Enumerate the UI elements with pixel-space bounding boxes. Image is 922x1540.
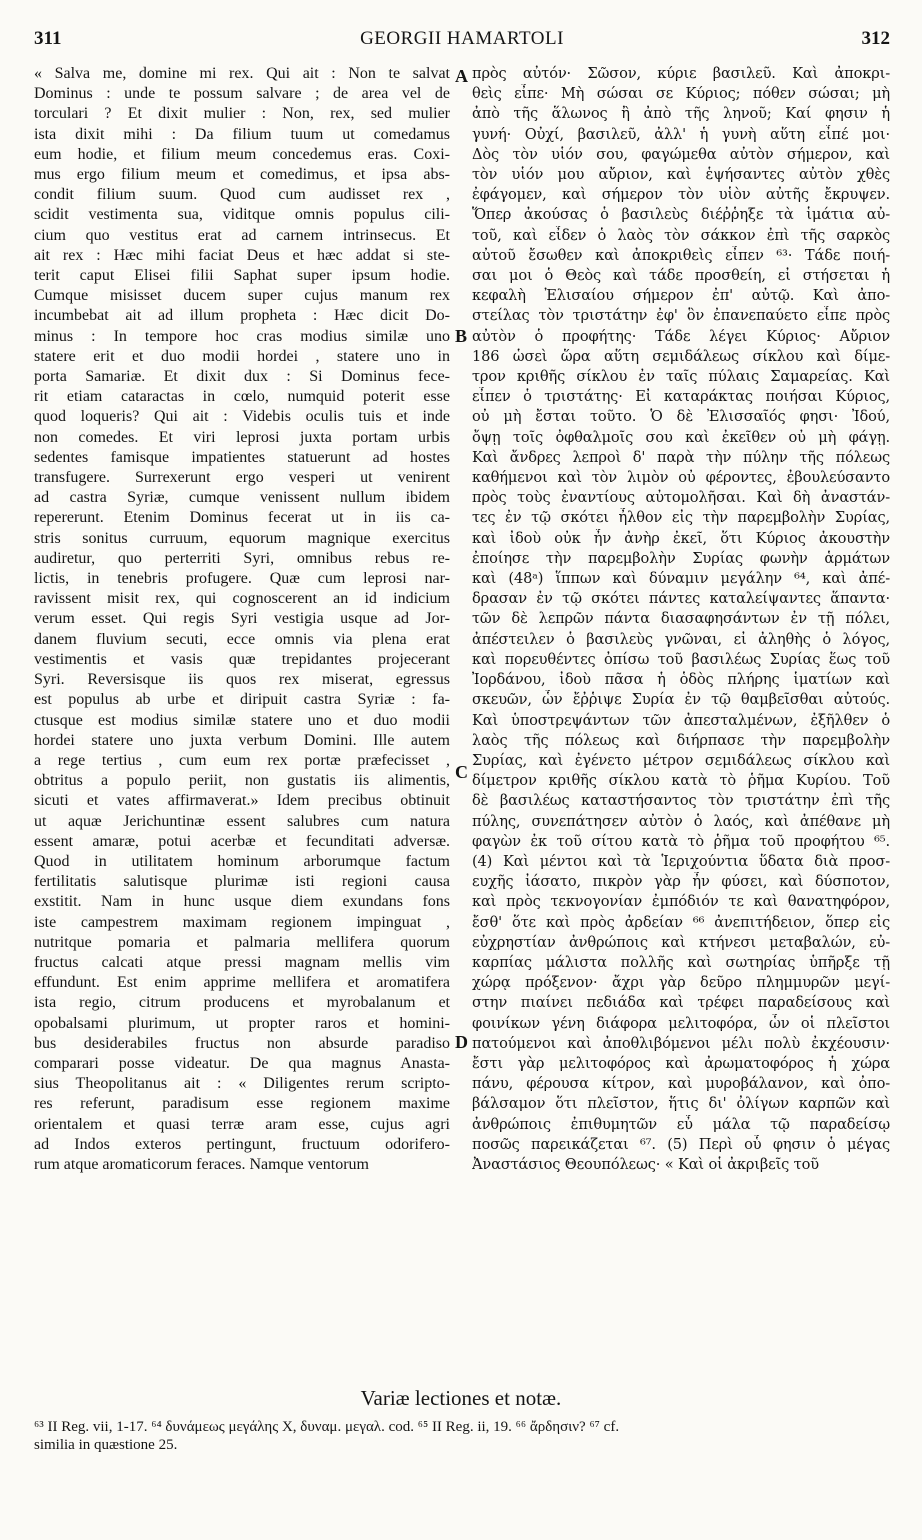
text-line: torculari ? Et dixit mulier : Non, rex, sed mulier — [34, 105, 450, 123]
text-line: sicuti et vates affirmaverat.» Idem precibus obtinuit — [34, 792, 450, 810]
text-line: γυνή· Οὐχί, βασιλεῦ, ἀλλ' ἡ γυνὴ αὕτη εἶπέ μοι· — [472, 125, 890, 143]
text-line: lictis, in tenebris profugere. Quæ cum leprosi nar- — [34, 570, 450, 588]
text-line: fructus calcati atque pressi magnam mellis vim — [34, 953, 450, 971]
text-line: πρὸς αὐτόν· Σῶσον, κύριε βασιλεῦ. Καὶ ἀποκρι- — [472, 65, 890, 82]
text-line: τὸν υἱόν μου αὔριον, καὶ ἑψήσαντες αὐτὸν χθὲς — [472, 166, 890, 184]
text-line: ὄψῃ τοῖς ὀφθαλμοῖς σου καὶ ἐκεῖθεν οὐ μὴ φάγῃ. — [472, 428, 890, 446]
text-line: τῶν δὲ λεπρῶν πάντα διασαφησάντων ἐν τῇ πόλει, — [472, 610, 890, 628]
running-header — [34, 28, 890, 58]
text-line: λαὸς τῆς πόλεως καὶ διήρπασε τὴν παρεμβολὴν — [472, 731, 890, 749]
text-line: ad Indos exteros pertingunt, fructuum odorifero- — [34, 1135, 450, 1153]
margin-mark-a: A — [455, 66, 468, 86]
text-line: ctusque est modius similæ statere uno et duo modii — [34, 711, 450, 729]
text-line: ἔσθ' ὅτε καὶ πρὸς ἀρδείαν ⁶⁶ ἀνεπιτήδειον, ὅπερ εἰς — [472, 913, 890, 931]
text-line: ἀπέστειλεν ὁ βασιλεὺς γνῶναι, εἰ ἀληθὴς ὁ λόγος, — [472, 630, 890, 648]
text-line: Quod in utilitatem hominum arborumque factum — [34, 852, 450, 870]
text-line: πατούμενοι καὶ ἀποθλιβόμενοι μέλι πολὺ ἐκχέουσιν· — [472, 1034, 890, 1052]
text-line: στείλας τὸν τριστάτην ἐφ' ὃν ἐπανεπαύετο εἶπε πρὸς — [472, 307, 890, 325]
text-line: εὐχρηστίαν ἀνθρώποις καὶ κτήνεσι μεταβαλών, εὐ- — [472, 933, 890, 951]
text-line: Cumque misisset ducem super cujus manum rex — [34, 287, 450, 305]
text-line: δίμετρον κριθῆς σίκλου κατὰ τὸ ῥῆμα Κυρίου. Τοῦ — [472, 772, 890, 790]
text-line: αὐτοῦ ἔσωθεν καὶ ἀποκριθεὶς εἶπεν ⁶³· Τάδε ποιή- — [472, 246, 890, 264]
text-line: Συρίας, καὶ ἐγένετο μέτρον σεμιδάλεως σίκλου καὶ — [472, 751, 890, 769]
text-line: καὶ ἰδοὺ οὐκ ἦν ἀνὴρ ἐκεῖ, ὅτι Κύριος ἀκουστὴν — [472, 529, 890, 547]
text-line: terit caput Elisei filii Saphat super ipsum hodie. — [34, 267, 450, 285]
text-line: res referunt, paradisum esse regionem maxime — [34, 1095, 450, 1113]
text-line: hordei statere uno juxta verbum Domini. Ille autem — [34, 731, 450, 749]
text-line: rum atque aromaticorum feraces. Namque ventorum — [34, 1155, 369, 1173]
text-line: ait rex : Hæc mihi faciat Deus et hæc addat si ste- — [34, 246, 450, 264]
text-line: καὶ πορευθέντες ὀπίσω τοῦ βασιλέως Συρίας ἕως τοῦ — [472, 650, 890, 668]
text-line: sedentes famisque impatientes statuerunt ad hostes — [34, 448, 450, 466]
text-line: danem fluvium secuti, ecce omnis via plena erat — [34, 630, 450, 648]
text-line: Ὅπερ ἀκούσας ὁ βασιλεὺς διέῤῥηξε τὰ ἱμάτια αὐ- — [472, 206, 890, 224]
text-line: ευχῆς ἰάσατο, πικρὸν γὰρ ἦν φύσει, καὶ δύσποτον, — [472, 873, 890, 891]
text-line: χώρᾳ πρόξενον· ἄχρι γὰρ δεῦρο πλημμυρῶν μεγί- — [472, 974, 890, 992]
text-line: ista regio, citrum producens et myrobalanum et — [34, 994, 450, 1012]
text-line: δὲ βασιλέως καταστήσαντος τὸν τριστάτην ἐπὶ τῆς — [472, 792, 890, 810]
text-line: condit filium suum. Quod cum audisset rex , — [34, 186, 450, 204]
text-line: Καὶ ἄνδρες λεπροὶ δ' παρὰ τὴν πύλην τῆς πόλεως — [472, 448, 890, 466]
text-line: iste campestrem maximam regionem impinguat , — [34, 913, 450, 931]
text-line: minus : In tempore hoc cras modius similæ uno — [34, 327, 450, 345]
text-line: essent amaræ, potui acerbæ et fecunditati adversæ. — [34, 832, 450, 850]
text-line: πύλης, συνεπάτησεν αὐτὸν ὁ λαός, καὶ ἀπέθανε μὴ — [472, 812, 890, 830]
text-line: πρὸς τοὺς ἐναντίους αὐτομολῆσαι. Καὶ δὴ ἀναστάν- — [472, 489, 890, 507]
text-line: τοῦ, καὶ εἶδεν ὁ λαὸς τὸν σάκκον ἐπὶ τῆς σαρκὸς — [472, 226, 890, 244]
text-line: Καὶ ὑποστρεψάντων τῶν ἀπεσταλμένων, ἐξῆλθεν ὁ — [472, 711, 890, 729]
text-line: βάλσαμον ὅτι πλεῖστον, ἥτις δι' ὀλίγων καρπῶν καὶ — [472, 1095, 890, 1113]
page-number-right: 312 — [861, 28, 890, 49]
text-line: scidit vestimenta sua, viditque omnis populus cili- — [34, 206, 450, 224]
text-line: ad castra Syriæ, cumque venissent nullum ibidem — [34, 489, 450, 507]
text-line: ἔστι γὰρ μελιτοφόρος καὶ ἀρωματοφόρος ἡ χώρα — [472, 1054, 890, 1072]
text-line: « Salva me, domine mi rex. Qui ait : Non te salvat — [34, 65, 450, 82]
text-line: 186 ὡσεὶ ὥρα αὕτη σεμιδάλεως σίκλου καὶ δίμε- — [472, 347, 890, 365]
text-line: incumbebat ait ad illum propheta : Hæc dicit Do- — [34, 307, 450, 325]
text-line: Dominus : unde te possum salvare ; de area vel de — [34, 85, 450, 103]
text-line: nutritque pomaria et palmaria mellifera quorum — [34, 933, 450, 951]
text-line: cium quo vestitus erat ad carnem intrinsecus. Et — [34, 226, 450, 244]
running-title: GEORGII HAMARTOLI — [360, 28, 564, 49]
text-line: stris sonitus curruum, equorum magnique exercitus — [34, 529, 450, 547]
text-line: sius Theopolitanus ait : « Diligentes rerum scripto- — [34, 1075, 450, 1093]
text-line: eum hodie, et filium meum concedemus eras. Coxi- — [34, 145, 450, 163]
text-line: rit etiam cataractas in cœlo, numquid poterit esse — [34, 388, 450, 406]
text-line: πάνυ, φέρουσα κίτρον, καὶ μυροβάλανον, καὶ ὀπο- — [472, 1075, 890, 1093]
text-line: φοινίκων γένη διάφορα μελιτοφόρα, ὧν οἱ πλεῖστοι — [472, 1014, 890, 1032]
text-line: ἀνθρώποις ἐπιθυμητῶν εὖ μάλα τῷ παραδείσῳ — [472, 1115, 890, 1133]
text-line: ἀπὸ τῆς ἅλωνος ἢ ἀπὸ τῆς ληνοῦ; Καί φησιν ἡ — [472, 105, 890, 123]
footnotes — [34, 1418, 890, 1454]
text-line: στην πιαίνει πεδιάδα καὶ τρέφει παραδείσους καὶ — [472, 994, 890, 1012]
text-line: καθήμενοι καὶ τὸν λιμὸν οὐ φέροντες, ἐβουλεύσαντο — [472, 469, 890, 487]
margin-mark-d: D — [455, 1032, 468, 1052]
margin-mark-b: B — [455, 326, 468, 346]
text-line: Syri. Reversisque iis quos rex miserat, egressus — [34, 671, 450, 689]
text-line: αὐτὸν ὁ προφήτης· Τάδε λέγει Κύριος· Αὔριον — [472, 327, 890, 345]
footnote-line: ⁶³ II Reg. vii, 1-17. ⁶⁴ δυνάμεως μεγάλης X, δυναμ. μεγαλ. cod. ⁶⁵ II Reg. ii, 19. ⁶⁶ ἄρδησιν? ⁶⁷ cf. — [34, 1419, 620, 1435]
text-line: fertilitatis salutisque plurimæ isti regioni causa — [34, 873, 450, 891]
text-line: orientalem et quasi terræ aram esse, cujus agri — [34, 1115, 450, 1133]
text-line: ποσῶς παρεικάζεται ⁶⁷. (5) Περὶ οὗ φησιν ὁ μέγας — [472, 1135, 890, 1153]
text-line: est populus ab urbe et diripuit castra Syriæ : fa- — [34, 691, 450, 709]
text-line: Ἰορδάνου, ἰδοὺ πᾶσα ἡ ὁδὸς πλήρης ἱματίων καὶ — [472, 671, 890, 689]
text-line: repererunt. Etenim Dominus fecerat ut in iis ca- — [34, 509, 450, 527]
text-line: porta Samariæ. Et dixit dux : Si Dominus fece- — [34, 368, 450, 386]
text-line: καὶ πρὸς τεκνογονίαν ἐμπόδιόν τε καὶ θανατηφόρον, — [472, 893, 890, 911]
latin-text-column — [34, 64, 450, 1382]
text-line: mus ergo filium meum et comedimus, et ipsa abs- — [34, 166, 450, 184]
text-line: vestimentis et vasis quæ trepidantes projecerant — [34, 650, 450, 668]
footnote-line: similia in quæstione 25. — [34, 1437, 178, 1453]
text-line: a rege tertius , cum eum rex portæ præfecisset , — [34, 751, 450, 769]
text-line: Ἀναστάσιος Θεουπόλεως· « Καὶ οἱ ἀκριβεῖς τοῦ — [472, 1155, 819, 1173]
text-line: ut aquæ Jerichuntinæ essent salubres cum natura — [34, 812, 450, 830]
text-line: ἐποίησε τὴν παρεμβολὴν Συρίας φωνὴν ἁρμάτων — [472, 549, 890, 567]
text-line: verum esset. Qui regis Syri vestigia usque ad Jor- — [34, 610, 450, 628]
text-line: ista dixit mihi : Da filium tuum ut comedamus — [34, 125, 450, 143]
text-line: exstitit. Nam in hunc usque diem exundans fons — [34, 893, 450, 911]
text-line: effundunt. Est enim apprime mellifera et aromatifera — [34, 974, 450, 992]
text-line: καὶ (48ᵃ) ἵππων καὶ δύναμιν μεγάλην ⁶⁴, καὶ ἀπέ- — [472, 570, 890, 588]
text-line: καρπίας μάλιστα πολλῆς καὶ σωτηρίας ὑπῆρξε τῇ — [472, 953, 890, 971]
text-line: bus desiderabiles fructus non absurde paradiso — [34, 1034, 450, 1052]
text-line: δρασαν ἐν τῷ σκότει πάντες καταλείψαντες ἅπαντα· — [472, 590, 890, 608]
text-line: non comedes. Et viri leprosi juxta portam urbis — [34, 428, 450, 446]
text-line: ravissent misit rex, qui cognoscerent an id indicium — [34, 590, 450, 608]
text-line: quod loqueris? Qui ait : Videbis oculis tuis et inde — [34, 408, 450, 426]
text-line: τρον κριθῆς σίκλου ἐν ταῖς πύλαις Σαμαρείας. Καὶ — [472, 368, 890, 386]
text-line: τες ἐν τῷ σκότει ἦλθον εἰς τὴν παρεμβολὴν Συρίας, — [472, 509, 890, 527]
text-line: audiretur, quo perterriti Syri, omnibus rebus re- — [34, 549, 450, 567]
notes-title: Variæ lectiones et notæ. — [360, 1386, 562, 1410]
text-line: obtritus a populo periit, non gustatis iis alimentis, — [34, 772, 450, 790]
text-line: opobalsami plurimum, ut propter raros et homini- — [34, 1014, 450, 1032]
page-number-left: 311 — [34, 28, 62, 49]
text-line: οὐ μὴ ἔσται τοῦτο. Ὁ δὲ Ἐλισσαῖός φησι· Ἰδού, — [472, 408, 890, 426]
text-line: transfugere. Surrexerunt ergo vesperi ut venirent — [34, 469, 450, 487]
text-line: σαι μοι ὁ Θεὸς καὶ τάδε προσθείη, εἰ στήσεται ἡ — [472, 267, 890, 285]
text-line: statere erit et duo modii hordei , statere uno in — [34, 347, 450, 365]
text-line: φαγὼν ἐκ τοῦ σίτου κατὰ τὸ ῥῆμα τοῦ προφήτου ⁶⁵. — [472, 832, 890, 850]
text-line: ἐφάγομεν, καὶ σήμερον τὸν υἱὸν αὐτῆς ἔκρυψεν. — [472, 186, 890, 204]
greek-text-column — [472, 64, 890, 1382]
text-line: (4) Καὶ μέντοι καὶ τὰ Ἱεριχούντια ὕδατα διὰ προσ- — [472, 852, 890, 870]
text-line: Δὸς τὸν υἱόν σου, φαγώμεθα αὐτὸν σήμερον, καὶ — [472, 145, 890, 163]
text-line: θεὶς εἶπε· Μὴ σώσαι σε Κύριος; πόθεν σώσαι; μὴ — [472, 85, 890, 103]
margin-mark-c: C — [455, 762, 468, 782]
text-line: εἶπεν ὁ τριστάτης· Εἰ καταράκτας ποιήσαι Κύριος, — [472, 388, 890, 406]
text-line: comparari posse videatur. De qua magnus Anasta- — [34, 1054, 450, 1072]
text-line: σκευῶν, ὧν ἔῤῥιψε Συρία ἐν τῷ θαμβεῖσθαι αὐτούς. — [472, 691, 890, 709]
text-line: κεφαλὴ Ἐλισαίου σήμερον ἐπ' αὐτῷ. Καὶ ἀπο- — [472, 287, 890, 305]
